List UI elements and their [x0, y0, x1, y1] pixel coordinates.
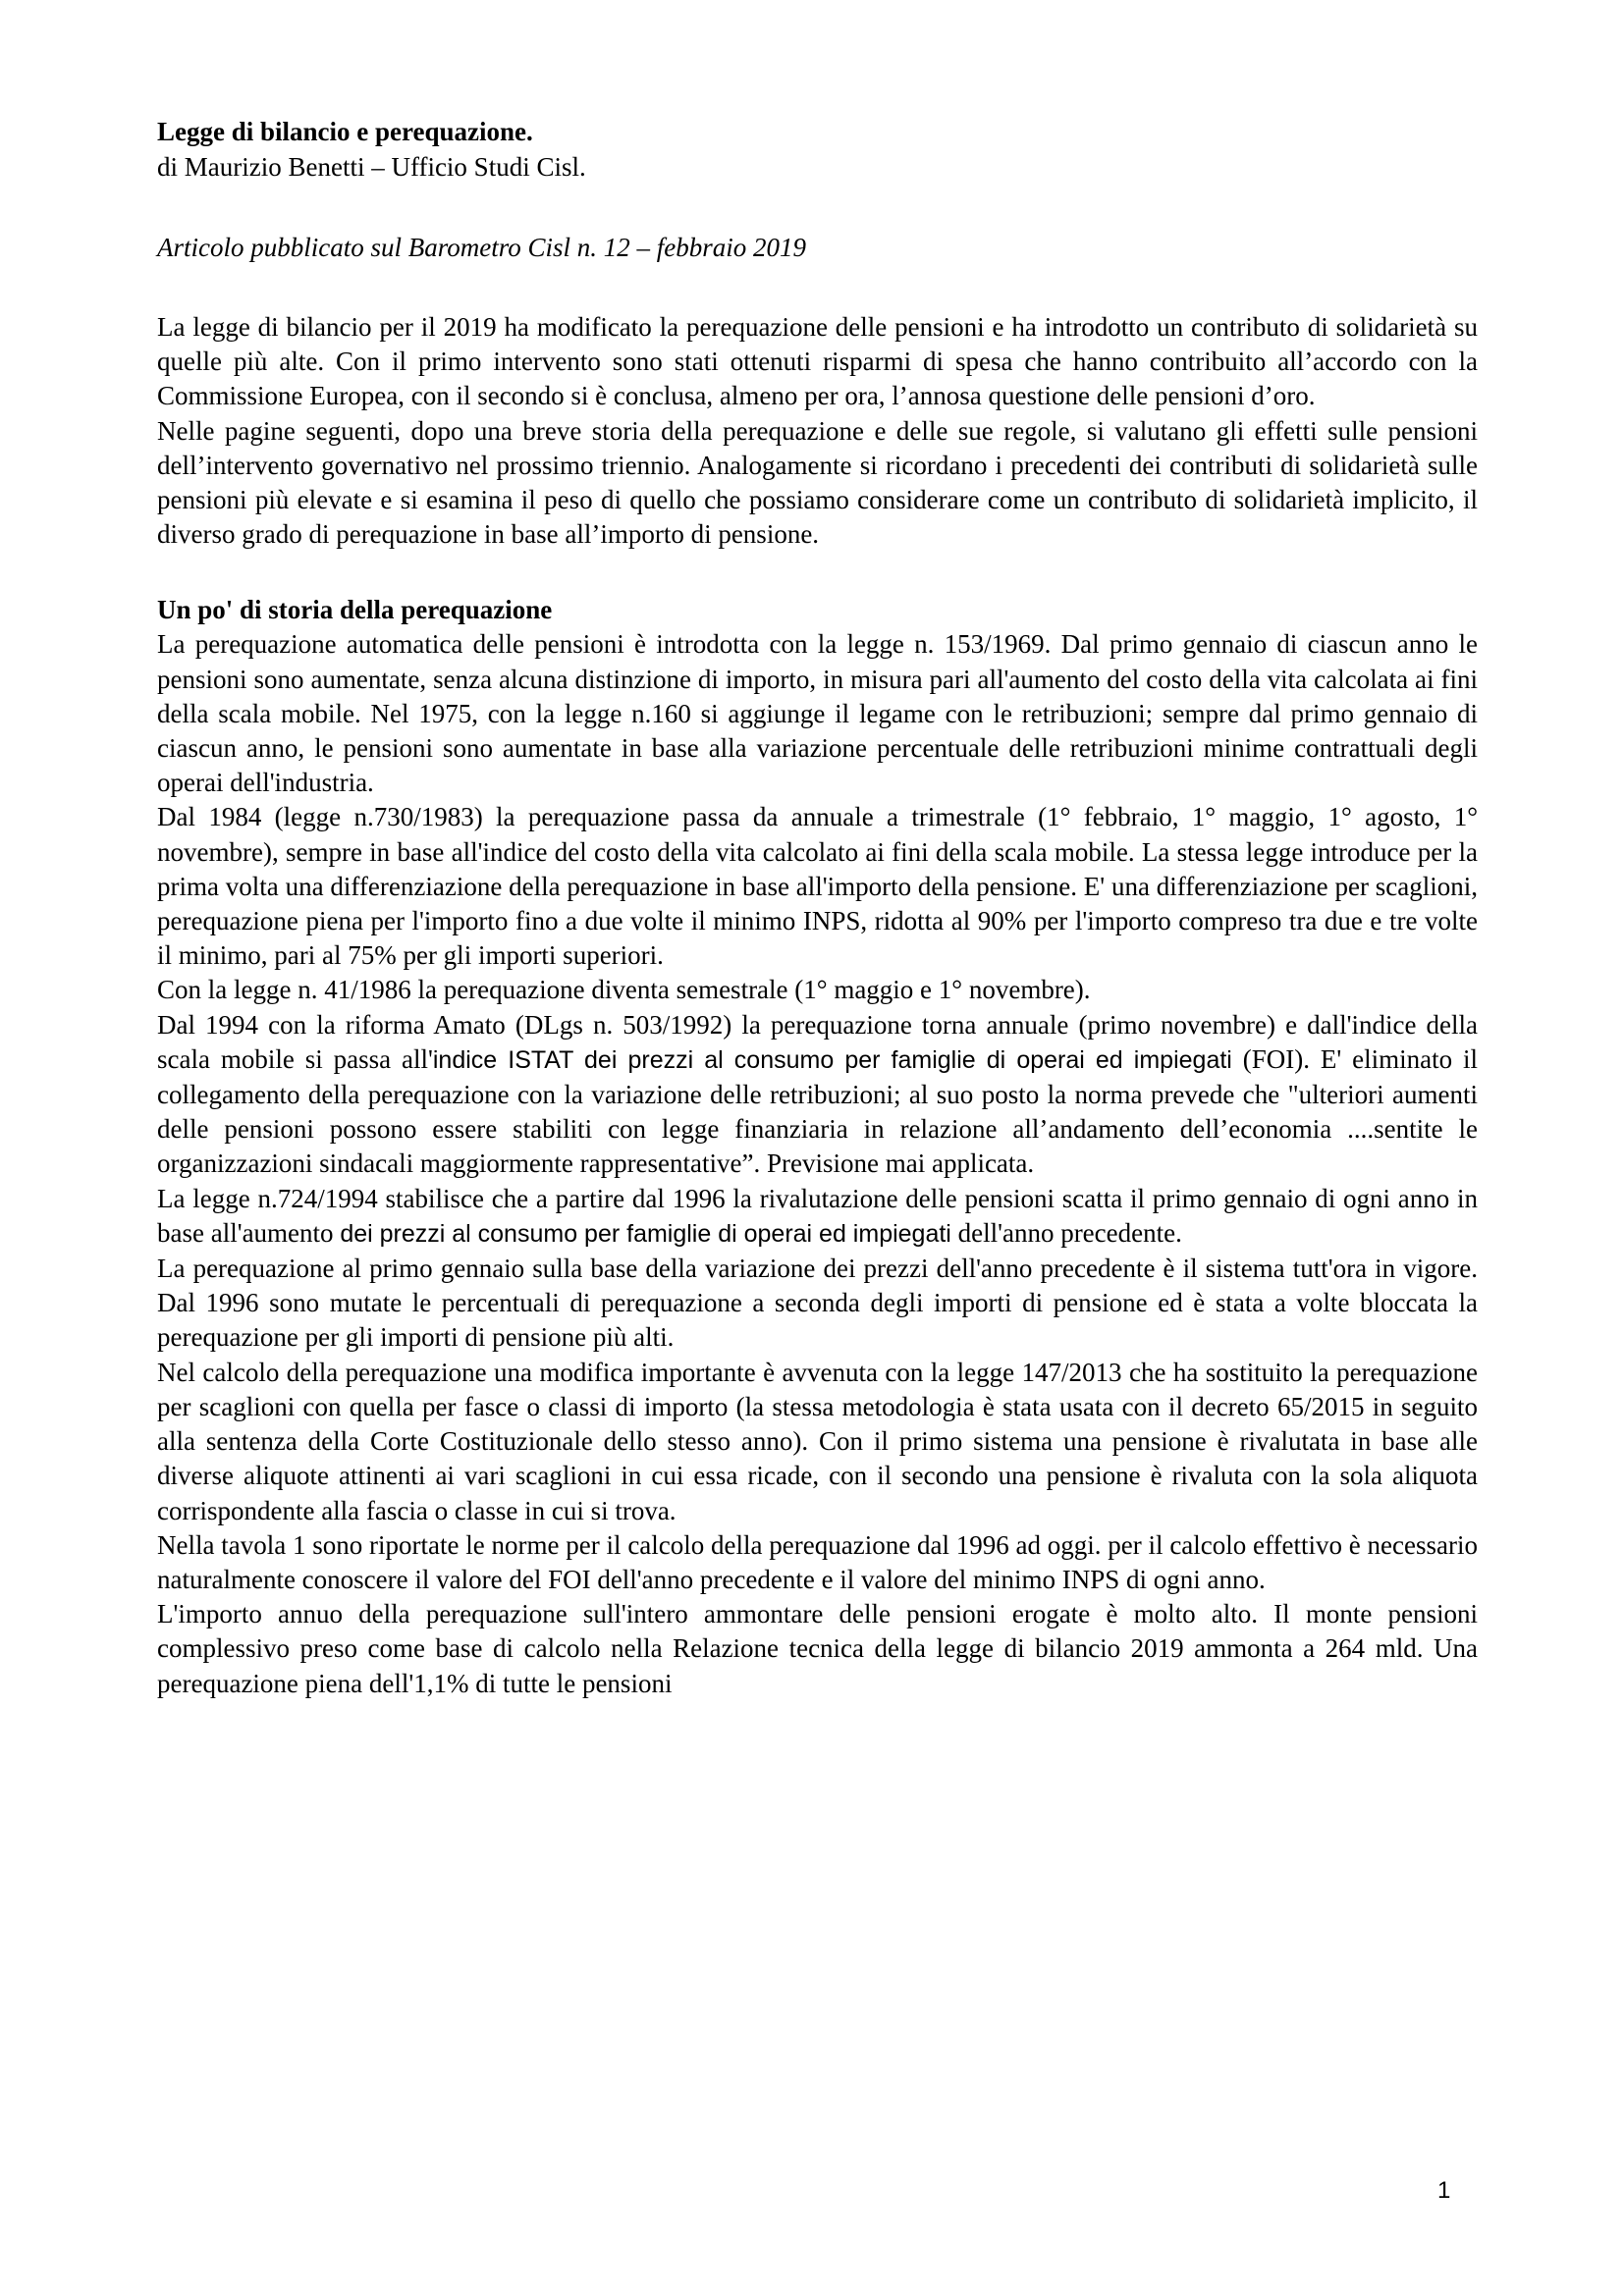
- history-paragraph-5-part-c: dell'anno precedente.: [950, 1217, 1182, 1248]
- document-title: Legge di bilancio e perequazione.: [157, 117, 533, 146]
- history-paragraph-6: La perequazione al primo gennaio sulla base della variazione dei prezzi dell'anno precedente è il sistema tutt'ora in vigore. Dal 1996 sono mutate le percentuali di perequazione a seconda degli importi di pensione ed è stata a volte bloccata la perequazione per gli importi di pensione più alti.: [157, 1254, 1478, 1353]
- history-paragraph-3: Con la legge n. 41/1986 la perequazione diventa semestrale (1° maggio e 1° novembre).: [157, 975, 1091, 1005]
- history-paragraph-5: [157, 1182, 1478, 1252]
- intro-paragraph-1: La legge di bilancio per il 2019 ha modificato la perequazione delle pensioni e ha introdotto un contributo di solidarietà su quelle più alte. Con il primo intervento sono stati ottenuti risparmi di spesa che hanno contribuito all’accordo con la Commissione Europea, con il secondo si è conclusa, almeno per ora, l’annosa questione delle pensioni d’oro.: [157, 312, 1478, 411]
- document-author: di Maurizio Benetti – Ufficio Studi Cisl.: [157, 152, 586, 182]
- history-paragraph-2: Dal 1984 (legge n.730/1983) la perequazione passa da annuale a trimestrale (1° febbraio, 1° maggio, 1° agosto, 1° novembre), sempre in base all'indice del costo della vita calcolato ai fini della scala mobile. La stessa legge introduce per la prima volta una differenziazione della perequazione in base all'importo della pensione. E' una differenziazione per scaglioni, perequazione piena per l'importo fino a due volte il minimo INPS, ridotta al 90% per l'importo compreso tra due e tre volte il minimo, pari al 75% per gli importi superiori.: [157, 802, 1478, 971]
- history-paragraph-9: L'importo annuo della perequazione sull'intero ammontare delle pensioni erogate è molto alto. Il monte pensioni complessivo preso come base di calcolo nella Relazione tecnica della legge di bilancio 2019 ammonta a 264 mld. Una perequazione piena dell'1,1% di tutte le pensioni: [157, 1599, 1478, 1698]
- publication-note: Articolo pubblicato sul Barometro Cisl n. 12 – febbraio 2019: [157, 233, 806, 262]
- document-page: [157, 114, 1478, 1701]
- intro-paragraph-2: Nelle pagine seguenti, dopo una breve storia della perequazione e delle sue regole, si valutano gli effetti sulle pensioni dell’intervento governativo nel prossimo triennio. Analogamente si ricordano i precedenti dei contributi di solidarietà sulle pensioni più elevate e si esamina il peso di quello che possiamo considerare come un contributo di solidarietà implicito, il diverso grado di perequazione in base all’importo di pensione.: [157, 415, 1478, 550]
- history-paragraph-7: Nel calcolo della perequazione una modifica importante è avvenuta con la legge 147/2013 che ha sostituito la perequazione per scaglioni con quella per fasce o classi di importo (la stessa metodologia è stata usata con il decreto 65/2015 in seguito alla sentenza della Corte Costituzionale dello stesso anno). Con il primo sistema una pensione è rivalutata in base alle diverse aliquote attinenti ai vari scaglioni in cui essa ricade, con il secondo una pensione è rivaluta con la sola aliquota corrispondente alla fascia o classe in cui si trova.: [157, 1357, 1478, 1525]
- history-paragraph-1: La perequazione automatica delle pensioni è introdotta con la legge n. 153/1969. Dal primo gennaio di ciascun anno le pensioni sono aumentate, senza alcuna distinzione di importo, in misura pari all'aumento del costo della vita calcolata ai fini della scala mobile. Nel 1975, con la legge n.160 si aggiunge il legame con le retribuzioni; sempre dal primo gennaio di ciascun anno, le pensioni sono aumentate in base alla variazione percentuale delle retribuzioni minime contrattuali degli operai dell'industria.: [157, 629, 1478, 798]
- history-paragraph-4: [157, 1008, 1478, 1182]
- section-heading-history: Un po' di storia della perequazione: [157, 595, 553, 625]
- history-paragraph-4-part-a: Dal 1994 con la riforma Amato (DLgs n. 503/1992) la perequazione torna annuale (primo novembre) e dall'indice della scala mobile si passa all': [157, 1009, 1478, 1074]
- page-number: 1: [1437, 2177, 1451, 2204]
- history-paragraph-4-part-c: (FOI). E' eliminato il collegamento della perequazione con la variazione delle retribuzioni; al suo posto la norma prevede che "ulteriori aumenti delle pensioni possono essere stabiliti con legge finanziaria in relazione all’andamento dell’economia ....sentite le organizzazioni sindacali maggiormente rappresentative”. Previsione mai applicata.: [157, 1043, 1478, 1179]
- history-paragraph-5-part-b: dei prezzi al consumo per famiglie di operai ed impiegati: [340, 1219, 951, 1248]
- history-paragraph-4-part-b: indice ISTAT dei prezzi al consumo per famiglie di operai ed impiegati: [432, 1045, 1232, 1074]
- history-paragraph-5-part-a: La legge n.724/1994 stabilisce che a partire dal 1996 la rivalutazione delle pensioni scatta il primo gennaio di ogni anno in base all'aumento: [157, 1183, 1478, 1248]
- history-paragraph-8: Nella tavola 1 sono riportate le norme per il calcolo della perequazione dal 1996 ad oggi. per il calcolo effettivo è necessario naturalmente conoscere il valore del FOI dell'anno precedente e il valore del minimo INPS di ogni anno.: [157, 1529, 1478, 1594]
